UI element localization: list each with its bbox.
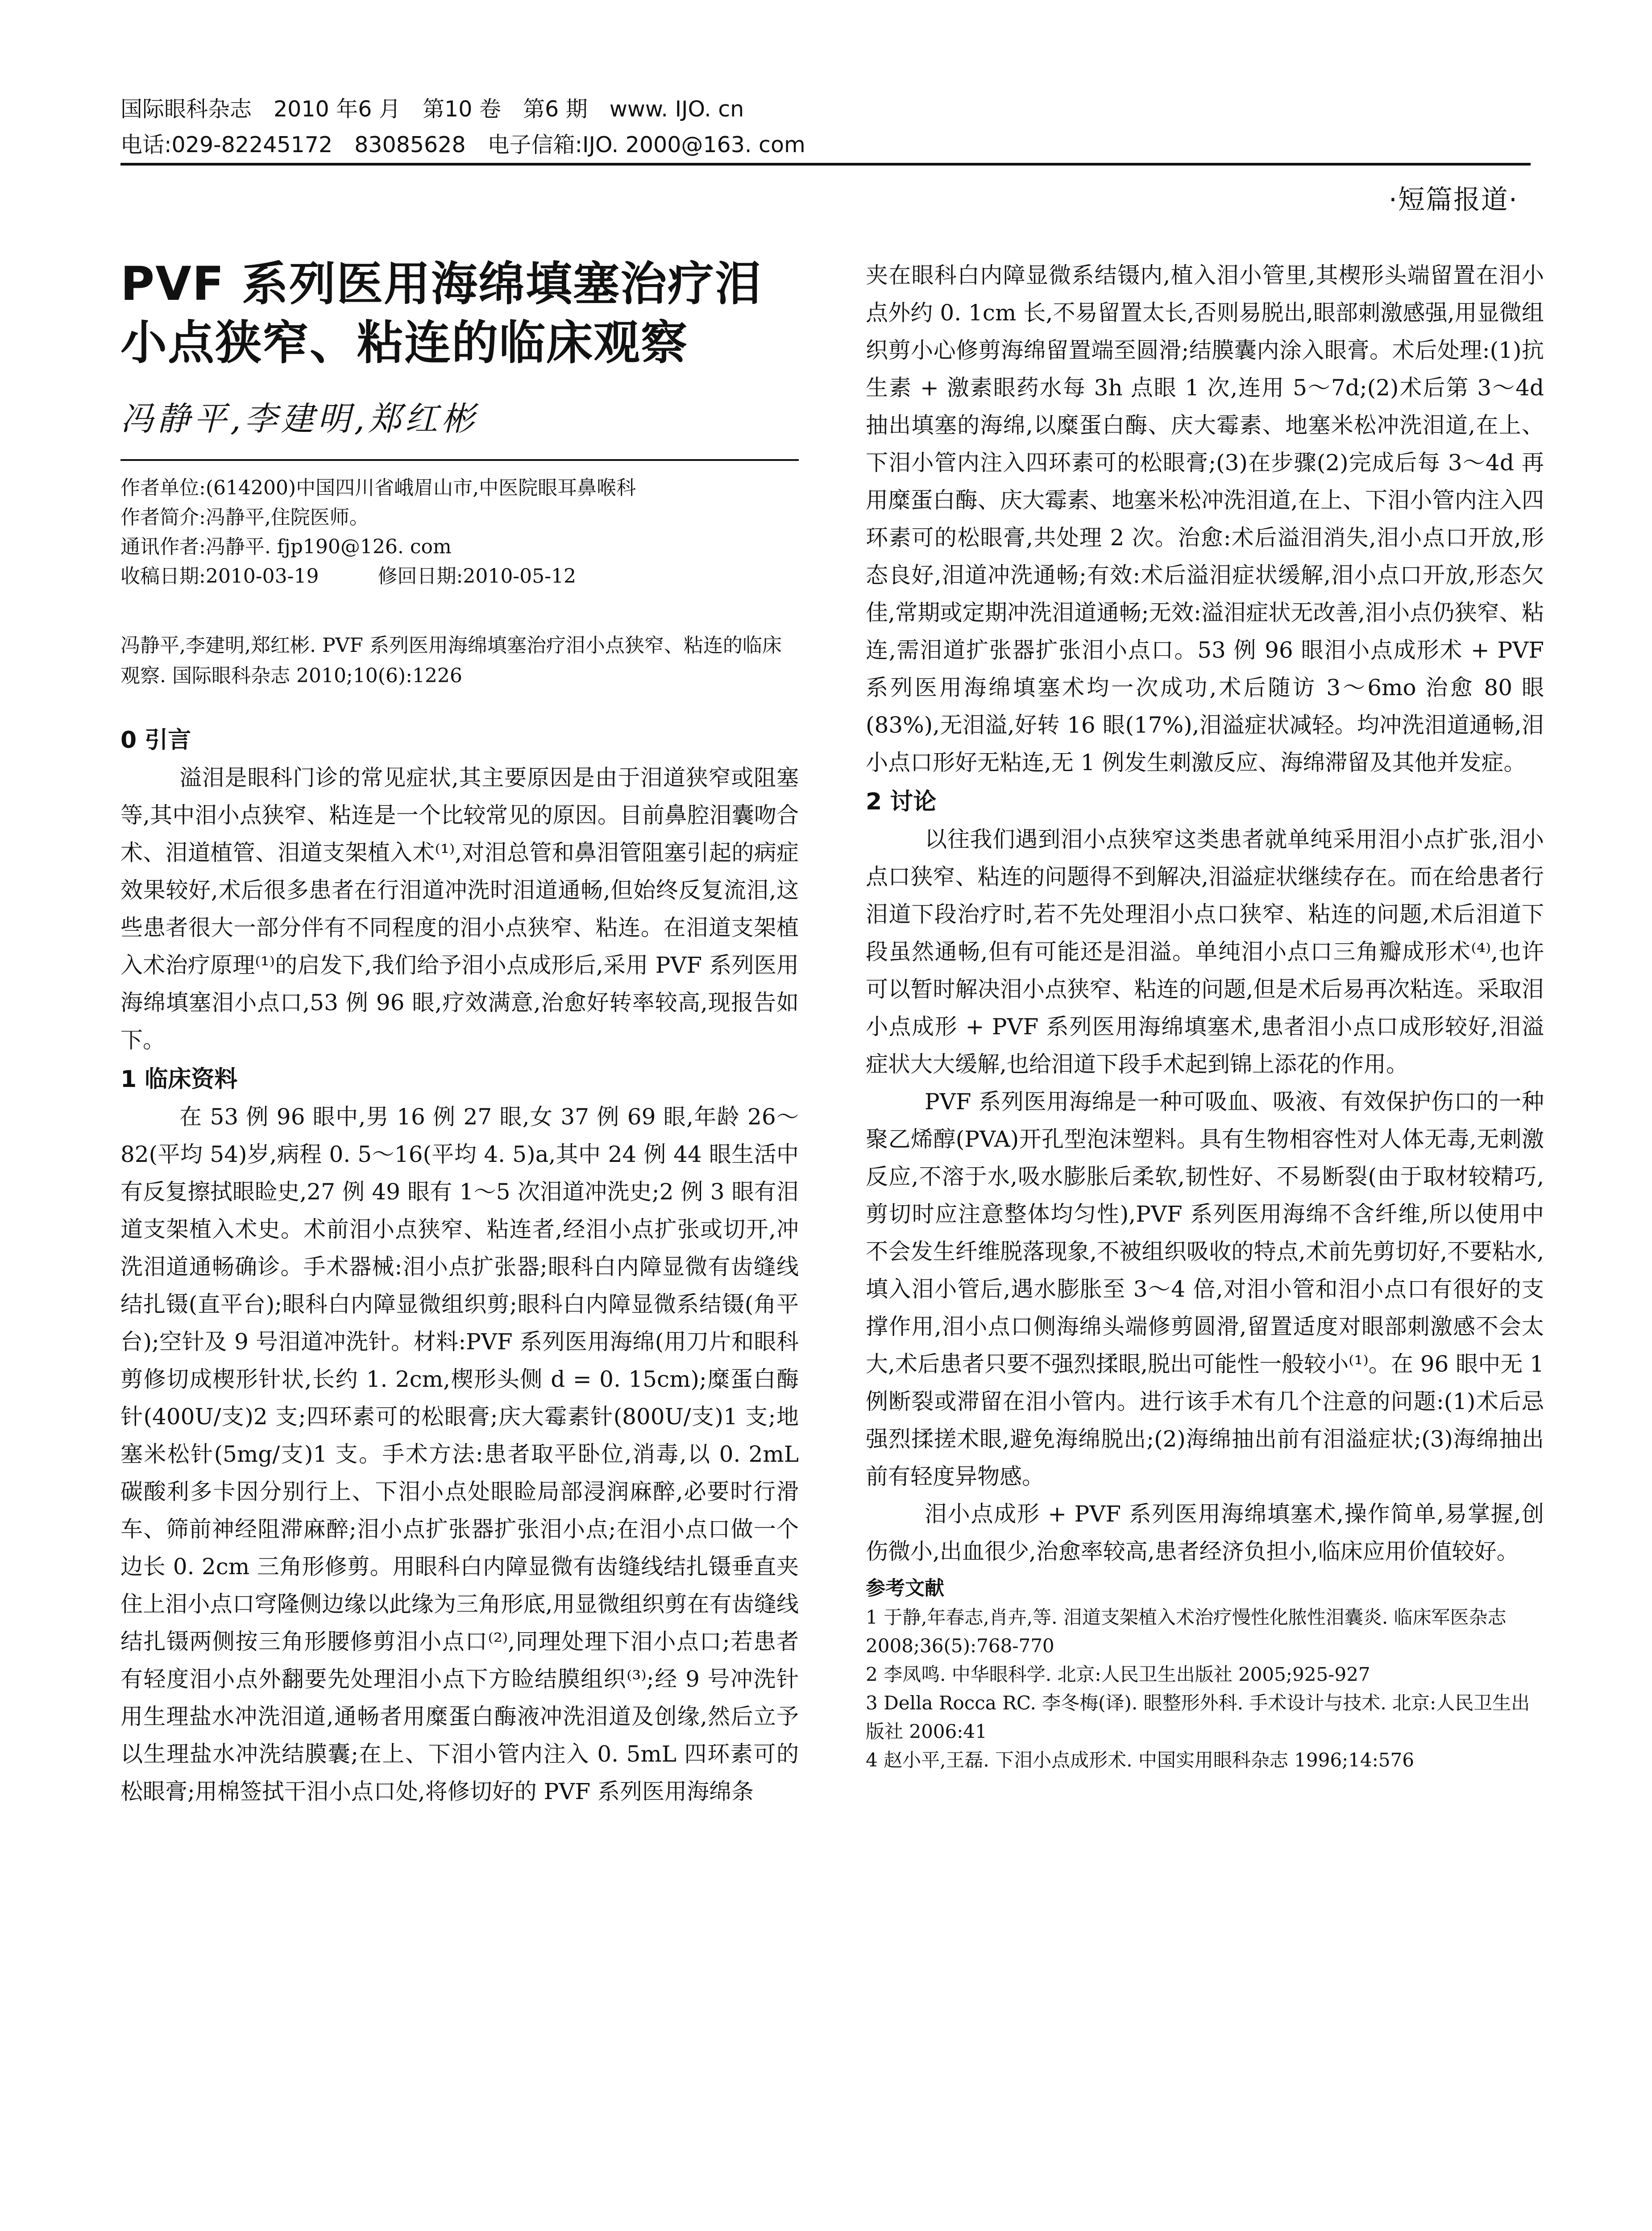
journal-header: [120, 91, 805, 163]
journal-info-line: 国际眼科杂志 2010 年6 月 第10 卷 第6 期 www. IJO. cn: [120, 96, 744, 122]
reference-item: 3 Della Rocca RC. 李冬梅(译). 眼整形外科. 手术设计与技术. 北京:人民卫生出版社 2006:41: [866, 1692, 1530, 1742]
discussion-paragraph: 泪小点成形 + PVF 系列医用海绵填塞术,操作简单,易掌握,创伤微小,出血很少,治愈率较高,患者经济负担小,临床应用价值较好。: [866, 1501, 1544, 1564]
right-column: [866, 257, 1544, 1775]
meta-bio: 作者简介:冯静平,住院医师。: [120, 506, 369, 529]
discussion-paragraph: 以往我们遇到泪小点狭窄这类患者就单纯采用泪小点扩张,泪小点口狭窄、粘连的问题得不到解决,泪溢症状继续存在。而在给患者行泪道下段治疗时,若不先处理泪小点口狭窄、粘连的问题,术后泪道下段虽然通畅,但有可能还是泪溢。单纯泪小点口三角瓣成形术⁽⁴⁾,也许可以暂时解决泪小点狭窄、粘连的问题,但是术后易再次粘连。采取泪小点成形 + PVF 系列医用海绵填塞术,患者泪小点口成形较好,泪溢症状大大缓解,也给泪道下段手术起到锦上添花的作用。: [866, 826, 1544, 1077]
article-authors: 冯静平,李建明,郑红彬: [120, 400, 478, 438]
discussion-heading: 2 讨论: [866, 788, 937, 815]
intro-paragraph: 溢泪是眼科门诊的常见症状,其主要原因是由于泪道狭窄或阻塞等,其中泪小点狭窄、粘连是一个比较常见的原因。目前鼻腔泪囊吻合术、泪道植管、泪道支架植入术⁽¹⁾,对泪总管和鼻泪管阻塞引起的病症效果较好,术后很多患者在行泪道冲洗时泪道通畅,但始终反复流泪,这些患者很大一部分伴有不同程度的泪小点狭窄、粘连。在泪道支架植入术治疗原理⁽¹⁾的启发下,我们给予泪小点成形后,采用 PVF 系列医用海绵填塞泪小点口,53 例 96 眼,疗效满意,治愈好转率较高,现报告如下。: [120, 765, 799, 1053]
meta-rule: [120, 459, 799, 461]
left-column: [120, 254, 799, 1810]
reference-item: 2 李凤鸣. 中华眼科学. 北京:人民卫生出版社 2005;925-927: [866, 1663, 1370, 1685]
intro-heading: 0 引言: [120, 727, 191, 754]
article-title: PVF 系列医用海绵填塞治疗泪小点狭窄、粘连的临床观察: [120, 257, 762, 370]
author-meta: [120, 473, 799, 591]
references-heading: 参考文献: [866, 1577, 944, 1600]
clinical-paragraph: 在 53 例 96 眼中,男 16 例 27 眼,女 37 例 69 眼,年龄 26～82(平均 54)岁,病程 0. 5～16(平均 4. 5)a,其中 24 例 44 眼生活中有反复擦拭眼睑史,27 例 49 眼有 1～5 次泪道冲洗史;2 例 3 眼有泪道支架植入术史。术前泪小点狭窄、粘连者,经泪小点扩张或切开,冲洗泪道通畅确诊。手术器械:泪小点扩张器;眼科白内障显微有齿缝线结扎镊(直平台);眼科白内障显微组织剪;眼科白内障显微系结镊(角平台);空针及 9 号泪道冲洗针。材料:PVF 系列医用海绵(用刀片和眼科剪修切成楔形针状,长约 1. 2cm,楔形头侧 d = 0. 15cm);糜蛋白酶针(400U/支)2 支;四环素可的松眼膏;庆大霉素针(800U/支)1 支;地塞米松针(5mg/支)1 支。手术方法:患者取平卧位,消毒,以 0. 2mL 碳酸利多卡因分别行上、下泪小点处眼睑局部浸润麻醉,必要时行滑车、筛前神经阻滞麻醉;泪小点扩张器扩张泪小点;在泪小点口做一个边长 0. 2cm 三角形修剪。用眼科白内障显微有齿缝线结扎镊垂直夹住上泪小点口穹隆侧边缘以此缘为三角形底,用显微组织剪在有齿缝线结扎镊两侧按三角形腰修剪泪小点口⁽²⁾,同理处理下泪小点口;若患者有轻度泪小点外翻要先处理泪小点下方睑结膜组织⁽³⁾;经 9 号冲洗针用生理盐水冲洗泪道,通畅者用糜蛋白酶液冲洗泪道及创缘,然后立予以生理盐水冲洗结膜囊;在上、下泪小管内注入 0. 5mL 四环素可的松眼膏;用棉签拭干泪小点口处,将修切好的 PVF 系列医用海绵条: [120, 1104, 799, 1804]
reference-item: 4 赵小平,王磊. 下泪小点成形术. 中国实用眼科杂志 1996;14:576: [866, 1749, 1414, 1771]
meta-dates: 收稿日期:2010-03-19 修回日期:2010-05-12: [120, 565, 577, 588]
citation: 冯静平,李建明,郑红彬. PVF 系列医用海绵填塞治疗泪小点狭窄、粘连的临床观察. 国际眼科杂志 2010;10(6):1226: [120, 634, 782, 687]
journal-contact-line: 电话:029-82245172 83085628 电子信箱:IJO. 2000@163. com: [120, 132, 805, 158]
clinical-heading: 1 临床资料: [120, 1066, 238, 1093]
clinical-paragraph-continued: 夹在眼科白内障显微系结镊内,植入泪小管里,其楔形头端留置在泪小点外约 0. 1cm 长,不易留置太长,否则易脱出,眼部刺激感强,用显微组织剪小心修剪海绵留置端至圆滑;结膜囊内涂入眼膏。术后处理:(1)抗生素 + 激素眼药水每 3h 点眼 1 次,连用 5～7d;(2)术后第 3～4d 抽出填塞的海绵,以糜蛋白酶、庆大霉素、地塞米松冲洗泪道,在上、下泪小管内注入四环素可的松眼膏;(3)在步骤(2)完成后每 3～4d 再用糜蛋白酶、庆大霉素、地塞米松冲洗泪道,在上、下泪小管内注入四环素可的松眼膏,共处理 2 次。治愈:术后溢泪消失,泪小点口开放,形态良好,泪道冲洗通畅;有效:术后溢泪症状缓解,泪小点口开放,形态欠佳,常期或定期冲洗泪道通畅;无效:溢泪症状无改善,泪小点仍狭窄、粘连,需泪道扩张器扩张泪小点口。53 例 96 眼泪小点成形术 + PVF 系列医用海绵填塞术均一次成功,术后随访 3～6mo 治愈 80 眼(83%),无泪溢,好转 16 眼(17%),泪溢症状减轻。均冲洗泪道通畅,泪小点口形好无粘连,无 1 例发生刺激反应、海绵滞留及其他并发症。: [866, 262, 1544, 775]
meta-correspondence: 通讯作者:冯静平. fjp190@126. com: [120, 535, 452, 558]
meta-affiliation: 作者单位:(614200)中国四川省峨眉山市,中医院眼耳鼻喉科: [120, 477, 636, 499]
section-tag: ·短篇报道·: [1388, 184, 1518, 216]
reference-item: 1 于静,年春志,肖卉,等. 泪道支架植入术治疗慢性化脓性泪囊炎. 临床军医杂志 2008;36(5):768-770: [866, 1606, 1507, 1657]
header-rule: [120, 163, 1531, 166]
discussion-paragraph: PVF 系列医用海绵是一种可吸血、吸液、有效保护伤口的一种聚乙烯醇(PVA)开孔型泡沫塑料。具有生物相容性对人体无毒,无刺激反应,不溶于水,吸水膨胀后柔软,韧性好、不易断裂(由于取材较精巧,剪切时应注意整体均匀性),PVF 系列医用海绵不含纤维,所以使用中不会发生纤维脱落现象,不被组织吸收的特点,术前先剪切好,不要粘水,填入泪小管后,遇水膨胀至 3～4 倍,对泪小管和泪小点口有很好的支撑作用,泪小点口侧海绵头端修剪圆滑,留置适度对眼部刺激感不会太大,术后患者只要不强烈揉眼,脱出可能性一般较小⁽¹⁾。在 96 眼中无 1 例断裂或滞留在泪小管内。进行该手术有几个注意的问题:(1)术后忌强烈揉搓术眼,避免海绵脱出;(2)海绵抽出前有泪溢症状;(3)海绵抽出前有轻度异物感。: [866, 1089, 1544, 1489]
